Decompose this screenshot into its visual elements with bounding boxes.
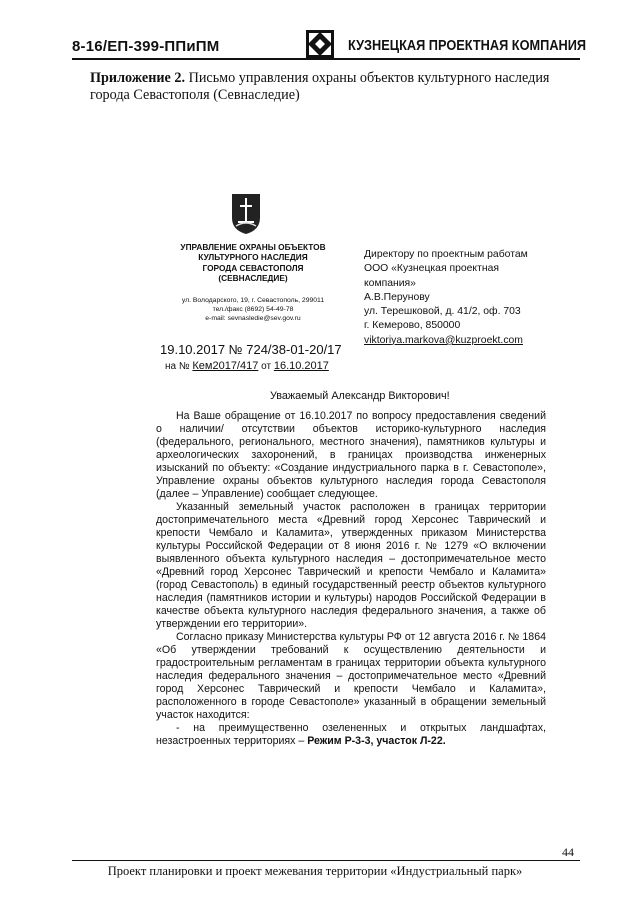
appendix-label: Приложение 2. xyxy=(90,70,186,86)
recipient-line: г. Кемерово, 850000 xyxy=(364,320,461,332)
header-divider xyxy=(72,58,580,60)
recipient-line: А.В.Перунову xyxy=(364,291,430,303)
letter-body xyxy=(156,410,546,748)
appendix-title: Письмо управления охраны объектов культурного наследия города Севастополя (Севнаследие) xyxy=(90,70,550,103)
ref-prefix: на № xyxy=(165,361,190,372)
appendix-caption xyxy=(90,70,590,104)
ref-date: 16.10.2017 xyxy=(273,360,329,372)
list-item-text: - на преимущественно озелененных и открытых ландшафтах, незастроенных территориях – xyxy=(156,722,546,747)
sender-organization xyxy=(158,242,348,283)
sender-email: e-mail: sevnasledie@sev.gov.ru xyxy=(205,315,301,323)
recipient-line: ООО «Кузнецкая проектная xyxy=(364,263,499,275)
paragraph: На Ваше обращение от 16.10.2017 по вопросу предоставления сведений о наличии/ отсутствии объектов историко-культурного наследия (федерального, регионального, местного значения), памятников культуры и археологических захоронений, в границах производства инженерных изысканий по объекту: «Создание индустриального парка в г. Севастополе», Управление охраны объектов культурного наследия города Севастополя (далее – Управление) сообщает следующее. xyxy=(156,410,546,500)
org-line: КУЛЬТУРНОГО НАСЛЕДИЯ xyxy=(198,252,308,263)
list-item-bold: Режим Р-3-3, участок Л-22. xyxy=(307,735,446,747)
company-logo-icon xyxy=(306,30,334,58)
recipient-block xyxy=(364,248,564,348)
paragraph: Указанный земельный участок расположен в границах территории достопримечательного места «Древний город Херсонес Таврический и крепости Чембало и Каламита», утвержденных приказом Министерства культуры Российской Федерации от 8 июня 2016 г. № 1279 «О включении выявленного объекта культурного наследия – достопримечательное место «Древний город Херсонес Таврический и крепости Чембало и Каламита» (город Севастополь) в единый государственный реестр объектов культурного наследия (памятников истории и культуры) народов Российской Федерации в качестве объекта культурного наследия федерального значения, а также об утверждении его территории». xyxy=(156,501,546,630)
sender-contacts xyxy=(158,296,348,324)
org-line: ГОРОДА СЕВАСТОПОЛЯ xyxy=(202,262,304,273)
ref-from: от xyxy=(261,361,272,372)
greeting: Уважаемый Александр Викторович! xyxy=(270,390,450,402)
recipient-line: Директору по проектным работам xyxy=(364,249,528,260)
org-line: УПРАВЛЕНИЕ ОХРАНЫ ОБЪЕКТОВ xyxy=(180,242,326,252)
sender-address: ул. Володарского, 19, г. Севастополь, 299011 xyxy=(181,297,325,304)
coat-of-arms-icon xyxy=(230,192,262,236)
reference-line xyxy=(165,360,329,372)
footer-text: Проект планировки и проект межевания территории «Индустриальный парк» xyxy=(107,864,523,878)
ref-number: Кем2017/417 xyxy=(192,360,259,372)
org-line: (СЕВНАСЛЕДИЕ) xyxy=(218,272,288,283)
list-item xyxy=(156,722,546,748)
sender-phone: тел./факс (8692) 54-49-78 xyxy=(212,306,294,314)
document-code: 8-16/ЕП-399-ППиПМ xyxy=(72,38,220,55)
paragraph: Согласно приказу Министерства культуры РФ от 12 августа 2016 г. № 1864 «Об утверждении требований к осуществлению деятельности и градостроительным регламентам в границах территории объекта культурного наследия федерального значения – достопримечательное место «Древний город Херсонес Таврический и крепости Чембало и Каламита», расположенного в городе Севастополе» указанный в обращении земельный участок находится: xyxy=(156,631,546,721)
recipient-line: ул. Терешковой, д. 41/2, оф. 703 xyxy=(364,306,521,318)
recipient-line: компания» xyxy=(364,277,416,289)
recipient-email: viktoriya.markova@kuzproekt.com xyxy=(364,334,523,346)
company-name: КУЗНЕЦКАЯ ПРОЕКТНАЯ КОМПАНИЯ xyxy=(348,38,587,54)
footer-divider xyxy=(72,860,580,861)
page-number: 44 xyxy=(562,845,574,859)
outgoing-number: 19.10.2017 № 724/38-01-20/17 xyxy=(160,342,342,357)
